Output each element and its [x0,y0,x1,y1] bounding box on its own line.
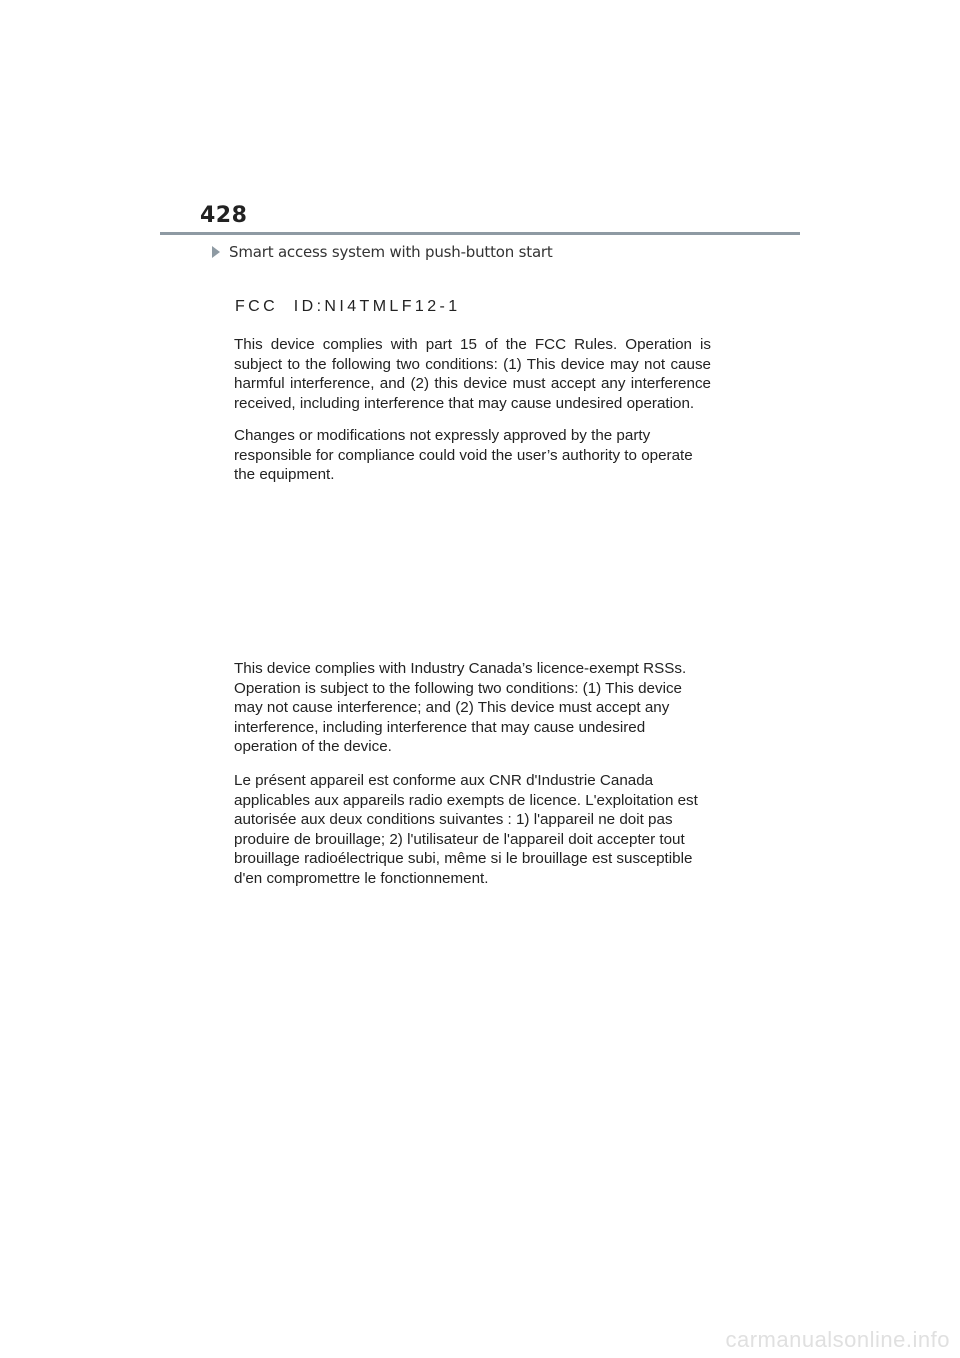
fcc-changes-paragraph: Changes or modifications not expressly approved by the party responsible for compliance could void the user’s authority to operate the equipment. [234,427,693,484]
header-rule [160,232,800,235]
section-heading-text: Smart access system with push-button start [229,243,553,261]
page-number: 428 [200,203,248,228]
ic-french-paragraph: Le présent appareil est conforme aux CNR d'Industrie Canada applicables aux appareils radio exempts de licence. L'exploitation est autorisée aux deux conditions suivantes : 1) l'appareil ne doit pas produire de brouillage; 2) l'utilisateur de l'appareil doit accepter tout brouillage radioélectrique subi, même si le brouillage est susceptible d'en compromettre le fonctionnement. [234,772,698,887]
footer-watermark[interactable]: carmanualsonline.info [725,1327,950,1352]
ic-english-paragraph: This device complies with Industry Canada’s licence-exempt RSSs. Operation is subject to the following two conditions: (1) This device may not cause interference; and (2) This device must accept any interference, including interference that may cause undesired operation of the device. [234,660,687,756]
fcc-id: FCC ID:NI4TMLF12-1 [235,298,461,315]
section-heading [212,243,553,261]
fcc-compliance-paragraph: This device complies with part 15 of the FCC Rules. Operation is subject to the following two conditions: (1) This device may not cause harmful interference, and (2) this device must accept any interference received, including interference that may cause undesired operation. [234,336,711,412]
triangle-bullet-icon [212,246,220,258]
